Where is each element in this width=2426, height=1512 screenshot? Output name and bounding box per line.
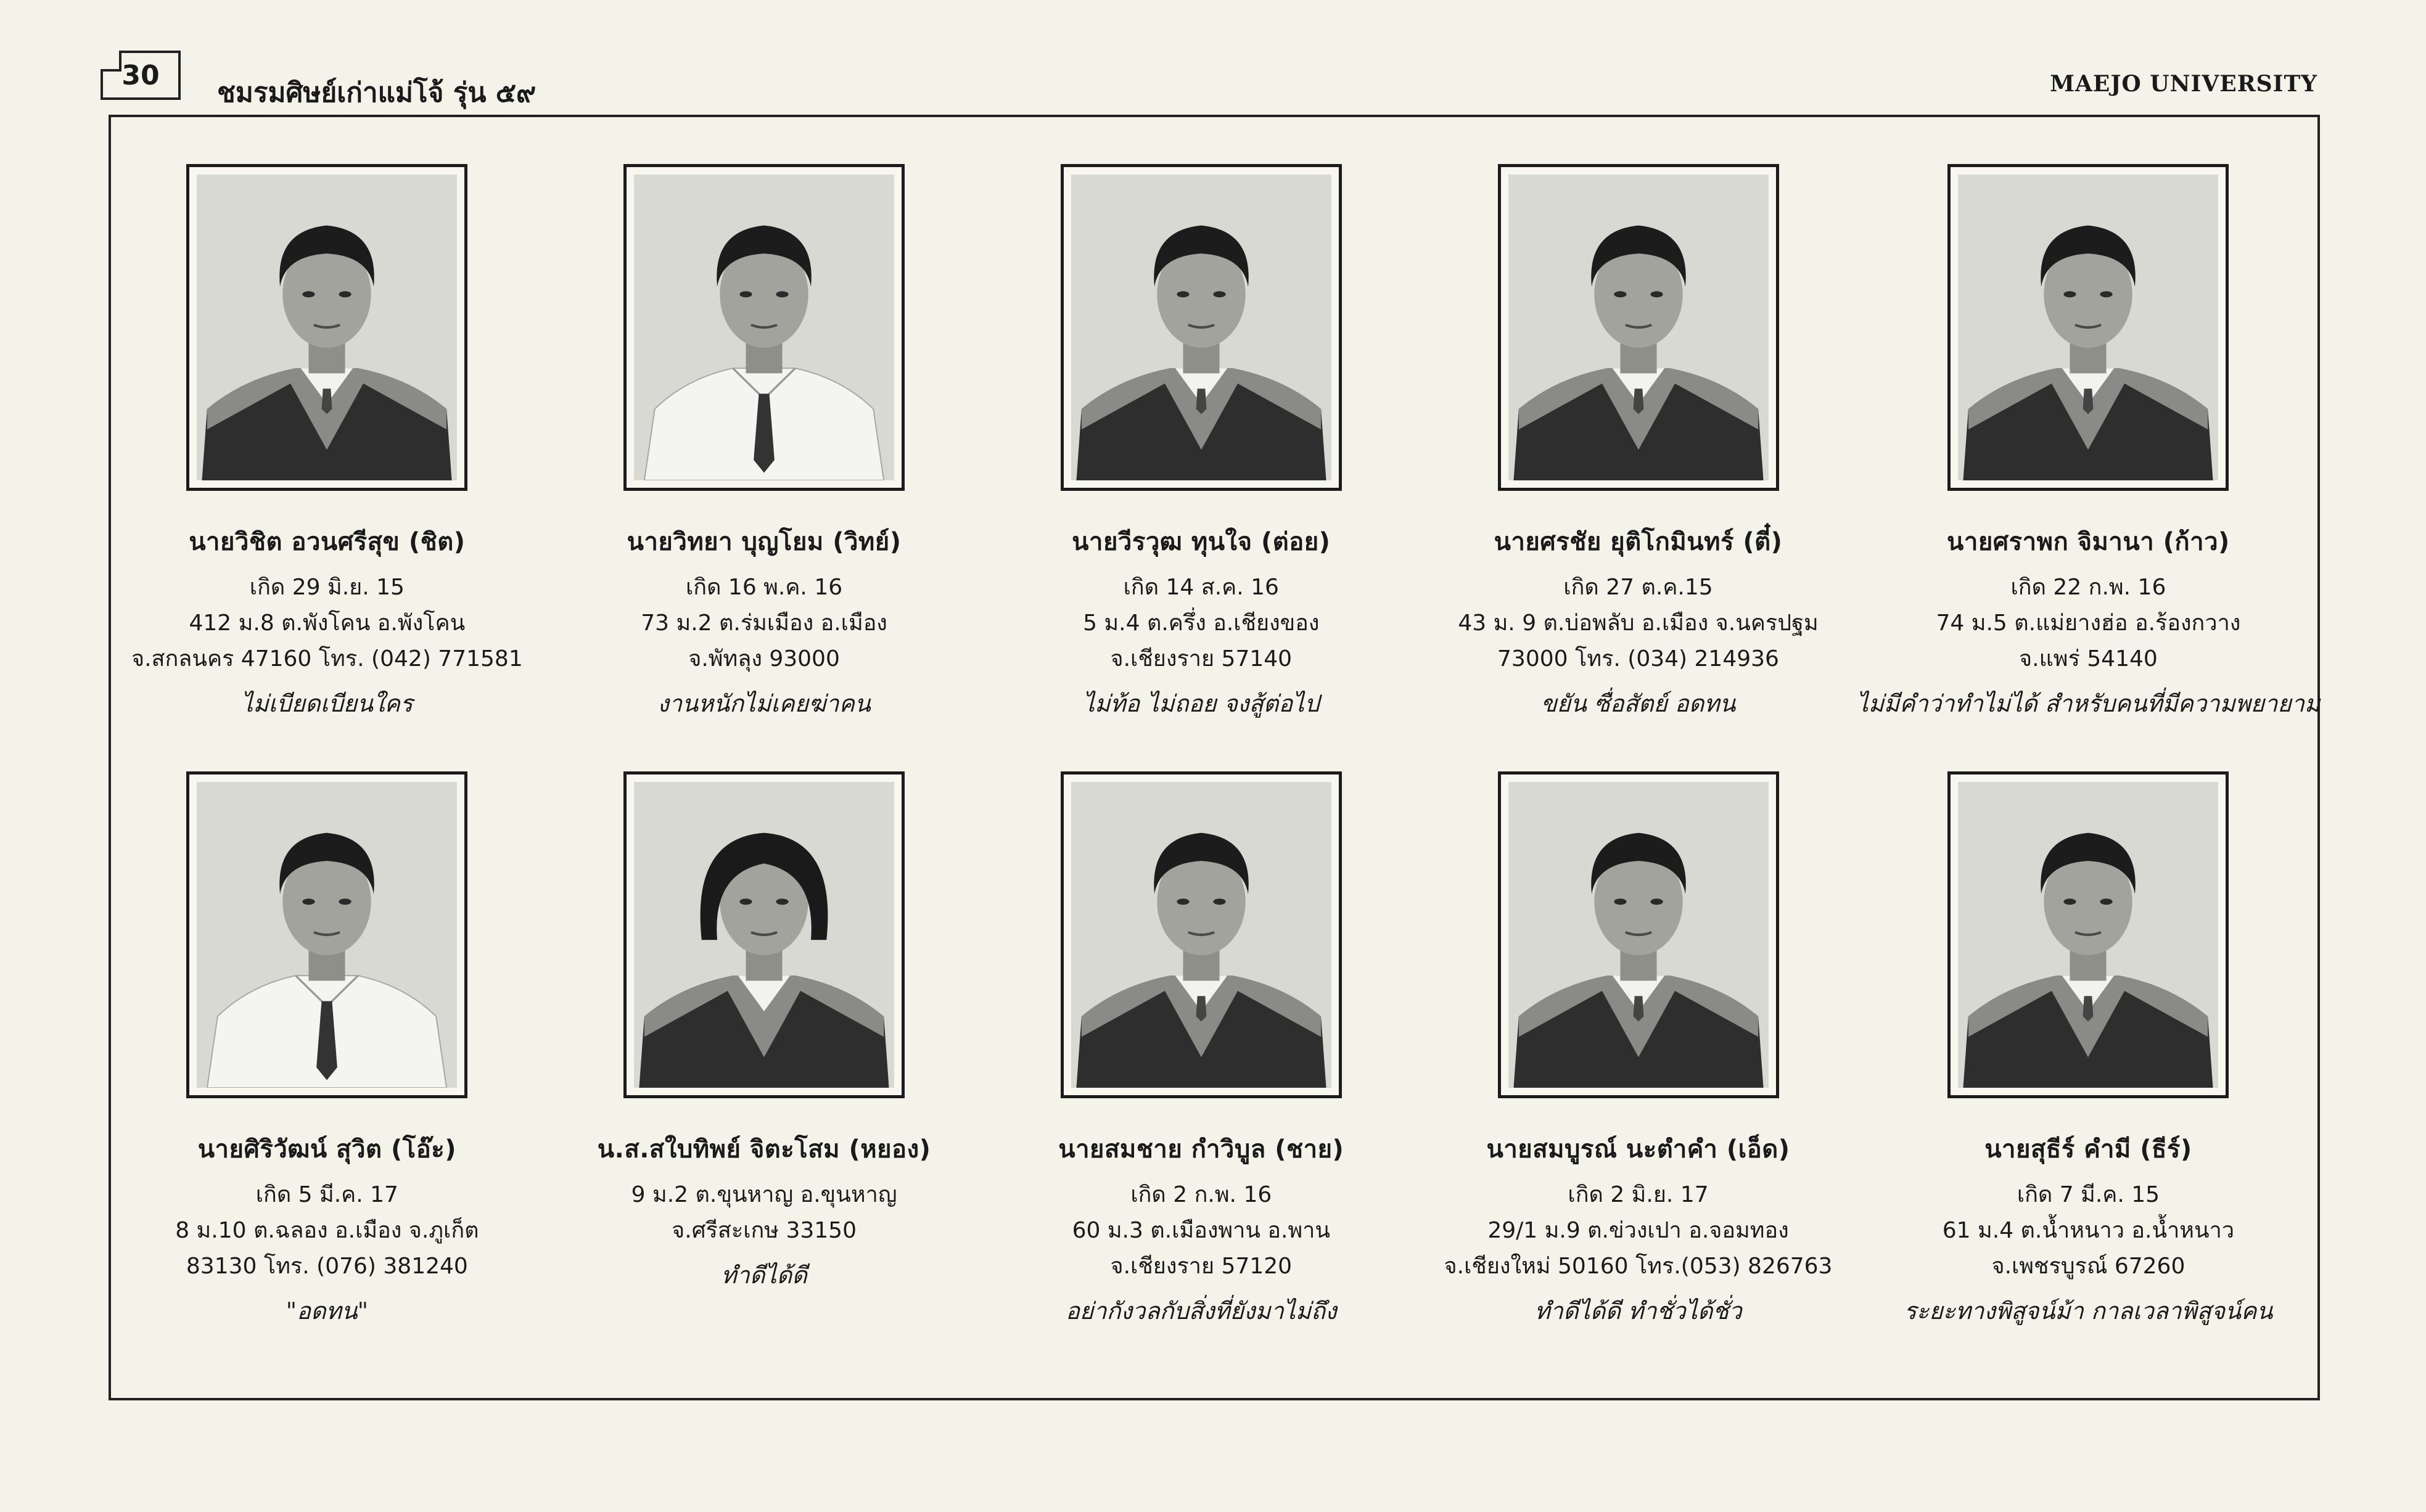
left-eye bbox=[1614, 898, 1626, 905]
person-card bbox=[1420, 771, 1857, 1379]
portrait-photo bbox=[1061, 771, 1342, 1098]
necktie bbox=[2083, 996, 2094, 1021]
right-eye bbox=[776, 291, 788, 297]
address-line: จ.เพชรบูรณ์ 67260 bbox=[1991, 1254, 2185, 1279]
necktie bbox=[2083, 388, 2094, 414]
motto: ขยัน ซื่อสัตย์ อดทน bbox=[1540, 690, 1736, 717]
left-eye bbox=[1177, 898, 1189, 905]
person-name: นายวิทยา บุญโยม (วิทย์) bbox=[627, 528, 902, 556]
person-info bbox=[1943, 1177, 2234, 1284]
person-name: นายศิริวัฒน์ สุวิต (โอ๊ะ) bbox=[197, 1135, 457, 1164]
person-info bbox=[1458, 570, 1818, 677]
necktie bbox=[1633, 388, 1643, 414]
address-line: 73 ม.2 ต.ร่มเมือง อ.เมือง bbox=[641, 610, 887, 636]
person-name: นายวีรวุฒ ทุนใจ (ต่อย) bbox=[1072, 528, 1331, 556]
portrait-grid bbox=[109, 115, 2320, 1400]
motto: ระยะทางพิสูจน์ม้า กาลเวลาพิสูจน์คน bbox=[1904, 1297, 2273, 1325]
address-line: จ.เชียงใหม่ 50160 โทร.(053) 826763 bbox=[1444, 1254, 1833, 1279]
person-card bbox=[1857, 771, 2320, 1379]
address-line: จ.เชียงราย 57120 bbox=[1110, 1254, 1293, 1279]
birth-date: เกิด 7 มี.ค. 15 bbox=[2017, 1182, 2160, 1207]
portrait-photo bbox=[623, 164, 905, 491]
necktie bbox=[1196, 996, 1206, 1021]
person-info bbox=[1936, 570, 2241, 677]
address-line: 8 ม.10 ต.ฉลอง อ.เมือง จ.ภูเก็ต bbox=[175, 1218, 479, 1243]
left-eye bbox=[303, 898, 315, 905]
portrait-image bbox=[1958, 782, 2218, 1088]
motto: ทำดีได้ดี bbox=[721, 1262, 807, 1289]
birth-date: เกิด 14 ส.ค. 16 bbox=[1123, 575, 1279, 600]
university-name: MAEJO UNIVERSITY bbox=[2050, 71, 2317, 97]
left-eye bbox=[1614, 291, 1626, 297]
left-eye bbox=[739, 291, 752, 297]
address-line: จ.พัทลุง 93000 bbox=[688, 646, 840, 672]
portrait-image bbox=[634, 175, 894, 480]
portrait-image bbox=[197, 175, 457, 480]
birth-date: เกิด 27 ต.ค.15 bbox=[1563, 575, 1713, 600]
necktie bbox=[1633, 996, 1643, 1021]
person-card bbox=[546, 164, 983, 771]
right-eye bbox=[2100, 291, 2113, 297]
right-eye bbox=[2100, 898, 2113, 905]
left-eye bbox=[1177, 291, 1189, 297]
person-info bbox=[1444, 1177, 1833, 1284]
person-name: น.ส.สใบทิพย์ จิตะโสม (หยอง) bbox=[597, 1135, 931, 1164]
birth-date: เกิด 5 มี.ค. 17 bbox=[255, 1182, 398, 1207]
portrait-image bbox=[1071, 175, 1331, 480]
portrait-photo bbox=[1947, 771, 2229, 1098]
person-name: นายศรชัย ยุติโกมินทร์ (ตี๋) bbox=[1494, 528, 1783, 556]
address-line: 29/1 ม.9 ต.ข่วงเปา อ.จอมทอง bbox=[1487, 1218, 1789, 1243]
person-name: นายสมชาย กำวิบูล (ชาย) bbox=[1058, 1135, 1344, 1164]
address-line: จ.เชียงราย 57140 bbox=[1110, 646, 1293, 672]
portrait-photo bbox=[623, 771, 905, 1098]
portrait-image bbox=[1071, 782, 1331, 1088]
motto: ไม่มีคำว่าทำไม่ได้ สำหรับคนที่มีความพยายาม bbox=[1856, 690, 2320, 717]
person-info bbox=[131, 570, 523, 677]
motto: ไม่เบียดเบียนใคร bbox=[241, 690, 413, 717]
portrait-photo bbox=[1947, 164, 2229, 491]
birth-date: 9 ม.2 ต.ขุนหาญ อ.ขุนหาญ bbox=[631, 1182, 897, 1207]
birth-date: เกิด 29 มิ.ย. 15 bbox=[249, 575, 405, 600]
necktie bbox=[322, 388, 332, 414]
right-eye bbox=[776, 898, 788, 905]
person-card bbox=[982, 771, 1420, 1379]
left-eye bbox=[303, 291, 315, 297]
birth-date: เกิด 2 ก.พ. 16 bbox=[1130, 1182, 1272, 1207]
person-info bbox=[631, 1177, 897, 1249]
page-number: 30 bbox=[101, 51, 181, 100]
person-card bbox=[546, 771, 983, 1379]
right-eye bbox=[1213, 291, 1225, 297]
address-line: จ.สกลนคร 47160 โทร. (042) 771581 bbox=[131, 646, 523, 672]
person-card bbox=[982, 164, 1420, 771]
portrait-photo bbox=[1498, 771, 1779, 1098]
person-info bbox=[175, 1177, 479, 1284]
right-eye bbox=[1650, 898, 1663, 905]
right-eye bbox=[339, 898, 352, 905]
person-card bbox=[109, 164, 546, 771]
person-name: นายสมบูรณ์ นะตำคำ (เอ็ด) bbox=[1486, 1135, 1790, 1164]
motto: งานหนักไม่เคยฆ่าคน bbox=[657, 690, 871, 717]
person-card bbox=[1420, 164, 1857, 771]
address-line: 73000 โทร. (034) 214936 bbox=[1497, 646, 1779, 672]
motto: "อดทน" bbox=[286, 1297, 369, 1325]
portrait-image bbox=[1508, 782, 1769, 1088]
address-line: 60 ม.3 ต.เมืองพาน อ.พาน bbox=[1072, 1218, 1331, 1243]
person-info bbox=[641, 570, 887, 677]
motto: ทำดีได้ดี ทำชั่วได้ชั่ว bbox=[1534, 1297, 1742, 1325]
person-info bbox=[1072, 1177, 1330, 1284]
address-line: จ.ศรีสะเกษ 33150 bbox=[672, 1218, 857, 1243]
address-line: 74 ม.5 ต.แม่ยางฮ่อ อ.ร้องกวาง bbox=[1936, 610, 2241, 636]
person-card bbox=[109, 771, 546, 1379]
address-line: 83130 โทร. (076) 381240 bbox=[186, 1254, 468, 1279]
person-name: นายศราพก จิมานา (ก้าว) bbox=[1947, 528, 2230, 556]
person-name: นายสุธีร์ คำมี (ธีร์) bbox=[1984, 1135, 2192, 1164]
birth-date: เกิด 2 มิ.ย. 17 bbox=[1568, 1182, 1709, 1207]
person-info bbox=[1083, 570, 1319, 677]
portrait-photo bbox=[1061, 164, 1342, 491]
motto: ไม่ท้อ ไม่ถอย จงสู้ต่อไป bbox=[1083, 690, 1320, 717]
motto: อย่ากังวลกับสิ่งที่ยังมาไม่ถึง bbox=[1066, 1297, 1337, 1325]
address-line: จ.แพร่ 54140 bbox=[2019, 646, 2158, 672]
left-eye bbox=[2064, 291, 2076, 297]
address-line: 61 ม.4 ต.น้ำหนาว อ.น้ำหนาว bbox=[1942, 1218, 2235, 1243]
address-line: 5 ม.4 ต.ครึ่ง อ.เชียงของ bbox=[1083, 610, 1320, 636]
address-line: 412 ม.8 ต.พังโคน อ.พังโคน bbox=[189, 610, 466, 636]
birth-date: เกิด 22 ก.พ. 16 bbox=[2010, 575, 2166, 600]
left-eye bbox=[2064, 898, 2076, 905]
person-card bbox=[1857, 164, 2320, 771]
necktie bbox=[1196, 388, 1206, 414]
birth-date: เกิด 16 พ.ค. 16 bbox=[686, 575, 843, 600]
person-name: นายวิชิต อวนศรีสุข (ชิต) bbox=[189, 528, 466, 556]
portrait-image bbox=[197, 782, 457, 1088]
page-title: ชมรมศิษย์เก่าแม่โจ้ รุ่น ๕๙ bbox=[217, 77, 537, 109]
address-line: 43 ม. 9 ต.บ่อพลับ อ.เมือง จ.นครปฐม bbox=[1458, 610, 1819, 636]
left-eye bbox=[739, 898, 752, 905]
portrait-photo bbox=[1498, 164, 1779, 491]
right-eye bbox=[339, 291, 352, 297]
portrait-photo bbox=[186, 164, 467, 491]
right-eye bbox=[1650, 291, 1663, 297]
portrait-image bbox=[634, 782, 894, 1088]
portrait-photo bbox=[186, 771, 467, 1098]
portrait-image bbox=[1958, 175, 2218, 480]
right-eye bbox=[1213, 898, 1225, 905]
portrait-image bbox=[1508, 175, 1769, 480]
